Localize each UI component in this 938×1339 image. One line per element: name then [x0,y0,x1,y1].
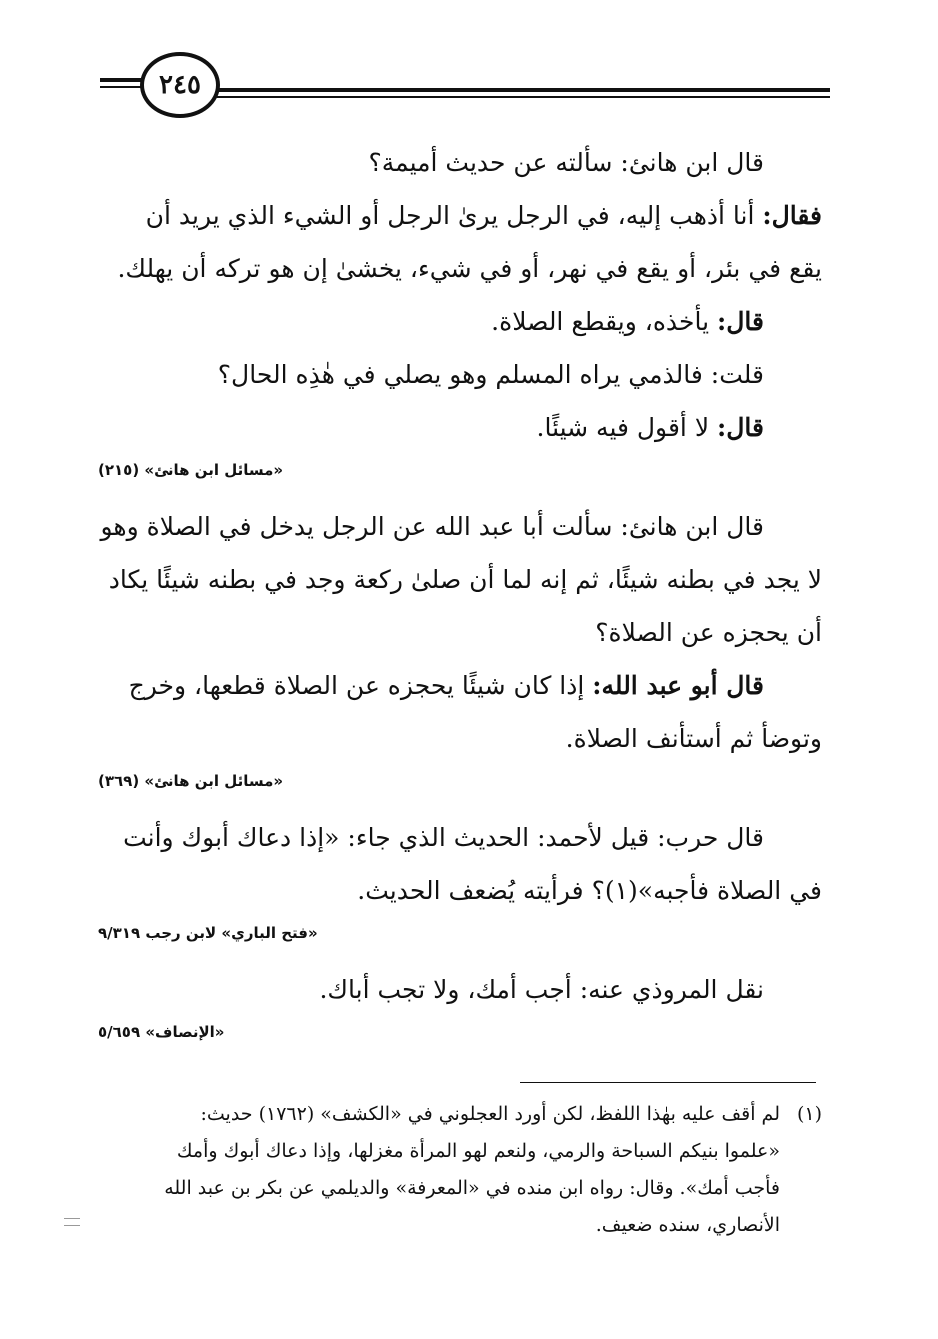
text-line: أن يحجزه عن الصلاة؟ [595,618,822,647]
header-rule [212,96,830,98]
text-line: قلت: فالذمي يراه المسلم وهو يصلي في هٰذِه الحال؟ [217,360,764,389]
entry-block [98,136,822,482]
text-line: في الصلاة فأجبه»(١)؟ فرأيته يُضعف الحديث. [357,876,822,905]
text-line: قال ابن هانئ: سألته عن حديث أميمة؟ [368,148,764,177]
footnote [98,1096,822,1244]
footnote-line: «علموا بنيكم السباحة والرمي، ولنعم لهو المرأة مغزلها، وإذا دعاك أبوك وأمك [176,1140,780,1162]
speaker-label: قال: [717,413,764,442]
speaker-label: فقال: [762,201,822,230]
source-citation: «مسائل ابن هانئ» (٢١٥) [98,461,284,479]
text-line: لا يجد في بطنه شيئًا، ثم إنه لما أن صلىٰ ركعة وجد في بطنه شيئًا يكاد [108,565,822,594]
source-citation: «فتح الباري» لابن رجب ٩/٣١٩ [98,924,318,942]
footnote-line: الأنصاري، سنده ضعيف. [595,1214,780,1236]
speaker-label: قال أبو عبد الله: [592,671,764,700]
speaker-label: قال: [717,307,764,336]
text-line: نقل المروذي عنه: أجب أمك، ولا تجب أباك. [319,975,764,1004]
footnote-divider [520,1082,816,1083]
source-citation: «الإنصاف» ٥/٦٥٩ [98,1023,225,1041]
text-line: وتوضأ ثم أستأنف الصلاة. [565,724,822,753]
entry-block [98,500,822,793]
text-line: فقال: أنا أذهب إليه، في الرجل يرىٰ الرجل أو الشيء الذي يريد أن [145,201,822,230]
text-line: قال: لا أقول فيه شيئًا. [536,413,764,442]
footnote-line: فأجب أمك». وقال: رواه ابن منده في «المعرفة» والديلمي عن بكر بن عبد الله [164,1177,780,1199]
page-number: ٢٤٥ [140,52,220,118]
main-text [98,136,822,1062]
text-line: قال حرب: قيل لأحمد: الحديث الذي جاء: «إذا دعاك أبوك وأنت [123,823,764,852]
text-line: قال ابن هانئ: سألت أبا عبد الله عن الرجل يدخل في الصلاة وهو [100,512,764,541]
footnote-number: (١) [796,1103,822,1125]
entry-block [98,963,822,1044]
header-rule [212,88,830,92]
entry-block [98,811,822,945]
source-citation: «مسائل ابن هانئ» (٣٦٩) [98,772,284,790]
text-line: قال أبو عبد الله: إذا كان شيئًا يحجزه عن الصلاة قطعها، وخرج [128,671,764,700]
text-line: قال: يأخذه، ويقطع الصلاة. [491,307,764,336]
footnote-line: (١)لم أقف عليه بهٰذا اللفظ، لكن أورد العجلوني في «الكشف» (١٧٦٢) حديث: [98,1096,822,1133]
text-line: يقع في بئر، أو يقع في نهر، أو في شيء، يخشىٰ إن هو تركه أن يهلك. [117,254,822,283]
margin-mark [64,1218,80,1226]
